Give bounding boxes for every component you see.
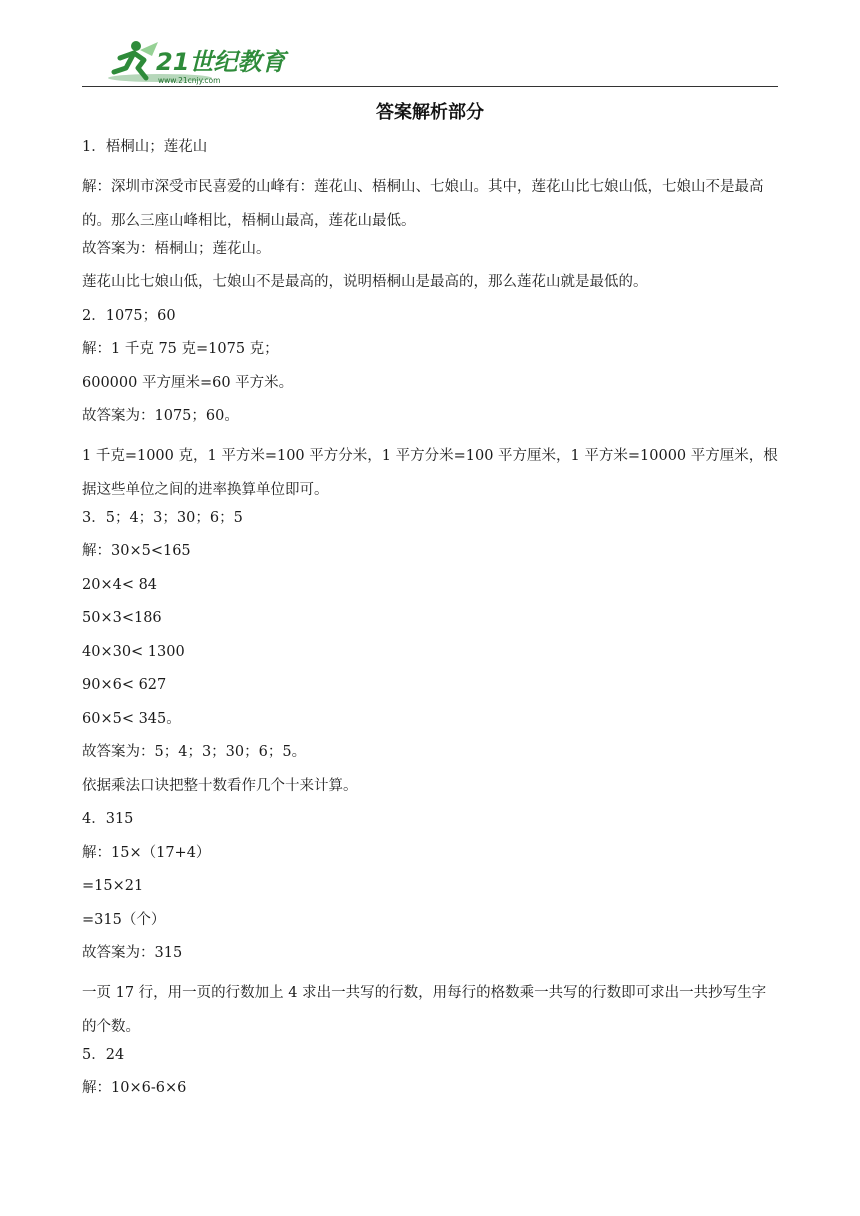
page-title: 答案解析部分 (376, 102, 484, 123)
text-line: 故答案为：315 (82, 945, 183, 961)
text-line: 1．梧桐山；莲花山 (82, 139, 208, 155)
text-line: 50×3<186 (82, 610, 162, 626)
text-line: 故答案为：1075；60。 (82, 408, 239, 424)
text-line: =15×21 (82, 878, 144, 894)
logo-text: 21世纪教育 (156, 48, 286, 76)
answer-content (82, 136, 778, 1111)
text-line: 4．315 (82, 811, 134, 827)
page-header (0, 0, 860, 90)
text-line: 2．1075；60 (82, 307, 176, 324)
runner-icon (114, 41, 158, 78)
header-rule (82, 86, 778, 87)
text-line: 解：10×6-6×6 (82, 1080, 187, 1096)
text-line: 600000 平方厘米=60 平方米。 (82, 374, 294, 391)
text-line: 90×6< 627 (82, 677, 167, 693)
text-line: 40×30< 1300 (82, 643, 185, 660)
text-line: 解：深圳市深受市民喜爱的山峰有：莲花山、梧桐山、七娘山。其中，莲花山比七娘山低，七娘山不是最高的。那么三座山峰相比，梧桐山最高，莲花山最低。 (82, 178, 764, 229)
text-line: 60×5< 345。 (82, 710, 181, 727)
text-line: 解：30×5<165 (82, 543, 191, 559)
text-line: =315（个） (82, 911, 166, 928)
logo-url: www.21cnjy.com (158, 76, 221, 85)
text-line: 3．5；4；3；30；6；5 (82, 509, 243, 526)
logo (100, 38, 290, 86)
text-line: 莲花山比七娘山低，七娘山不是最高的，说明梧桐山是最高的，那么莲花山就是最低的。 (82, 274, 648, 290)
text-line: 故答案为：梧桐山；莲花山。 (82, 240, 271, 257)
text-line: 解：15×（17+4） (82, 844, 211, 861)
text-line: 20×4< 84 (82, 576, 158, 593)
text-line: 解：1 千克 75 克=1075 克； (82, 341, 279, 357)
text-line: 故答案为：5；4；3；30；6；5。 (82, 744, 307, 760)
text-line: 1 千克=1000 克，1 平方米=100 平方分米，1 平方分米=100 平方厘米，1 平方米=10000 平方厘米，根据这些单位之间的进率换算单位即可。 (82, 447, 778, 498)
text-line: 依据乘法口诀把整十数看作几个十来计算。 (82, 777, 358, 794)
text-line: 一页 17 行，用一页的行数加上 4 求出一共写的行数，用每行的格数乘一共写的行数即可求出一共抄写生字的个数。 (82, 984, 767, 1035)
text-line: 5．24 (82, 1046, 125, 1063)
